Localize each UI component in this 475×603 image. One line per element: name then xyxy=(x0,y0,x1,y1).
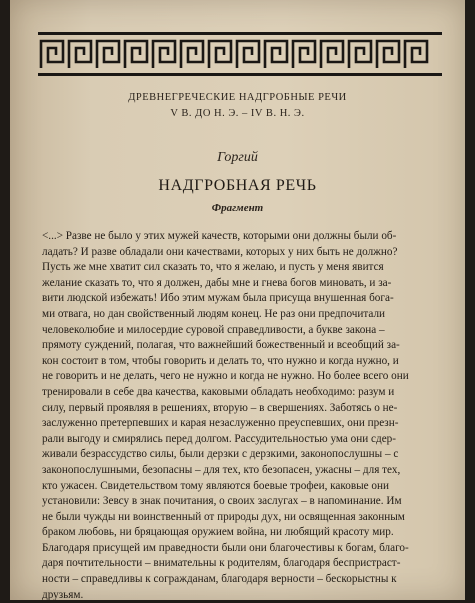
speech-subtitle: Фрагмент xyxy=(211,202,264,214)
text-line: заслуженно претерпевших и карая незаслуженно преуспевших, они презн- xyxy=(42,417,399,430)
text-line: браком любовь, ни бряцающая оружием война, ни любящий красоту мир. xyxy=(42,526,394,539)
text-line: даря почтительности – внимательны к родителям, благодаря беспристраст- xyxy=(42,557,401,570)
text-line: Благодаря присущей им праведности были они благочестивы к богам, благо- xyxy=(42,541,409,554)
text-line: кон состоит в том, чтобы говорить и делать то, что нужно и когда нужно, и xyxy=(42,354,399,367)
text-line: желание сказать то, что я должен, дабы мне и гнева богов миновать, и за- xyxy=(42,276,392,289)
text-line: человеколюбие и милосердие суровой справедливости, а букве закона – xyxy=(42,323,385,336)
book-page xyxy=(10,0,465,600)
text-line: установили: Зевсу в знак почитания, о своих заслугах – в напоминание. Им xyxy=(42,495,402,508)
text-line: ладать? И разве обладали они качествами, которых у них быть не должно? xyxy=(42,245,398,258)
meander-pattern-icon xyxy=(38,38,442,70)
text-line: вити людской избежать! Ибо этим мужам была присуща внушенная бога- xyxy=(42,292,394,305)
text-line: ности – справедливы к согражданам, благодаря верности – бескорыстны к xyxy=(42,573,397,586)
text-line: кто ужасен. Свидетельством тому являются боевые трофеи, каковые они xyxy=(42,479,389,492)
text-line: прямоту суждений, полагая, что важнейший божественный и всеобщий за- xyxy=(42,339,400,352)
text-line: рали выгоду и смирялись перед долгом. Рассудительностью ума они сдер- xyxy=(42,432,396,445)
text-line: Пусть же мне хватит сил сказать то, что я желаю, и пусть у меня явится xyxy=(42,261,384,274)
greek-key-ornament xyxy=(38,32,442,76)
speech-text xyxy=(42,229,440,603)
text-line: <...> Разве не было у этих мужей качеств, которыми они должны были об- xyxy=(42,230,397,242)
text-line: друзьям. xyxy=(42,588,84,601)
speech-title: НАДГРОБНАЯ РЕЧЬ xyxy=(158,177,317,194)
text-line: не говорить и не делать, чего не нужно и когда не нужно. Но более всего они xyxy=(42,370,409,383)
text-line: законопослушными, безопасны – для тех, кто безопасен, ужасны – для тех, xyxy=(42,463,401,476)
text-line: живали безрассудство силы, были дерзки с дерзкими, законопослушны – с xyxy=(42,448,399,461)
collection-period: V В. ДО Н. Э. – IV В. Н. Э. xyxy=(170,108,305,119)
text-line: не были чужды ни воинственный от природы дух, ни освященная законным xyxy=(42,510,405,523)
text-line: тренировали в себе два качества, каковыми обладать необходимо: разум и xyxy=(42,385,395,398)
author-name: Горгий xyxy=(217,150,258,165)
text-line: силу, первый проявляя в решениях, вторую – в свершениях. Заботясь о не- xyxy=(42,401,398,414)
text-line: ми отвага, но дан свойственный людям конец. Не раз они предпочитали xyxy=(42,307,386,320)
collection-title: ДРЕВНЕГРЕЧЕСКИЕ НАДГРОБНЫЕ РЕЧИ xyxy=(128,92,347,103)
